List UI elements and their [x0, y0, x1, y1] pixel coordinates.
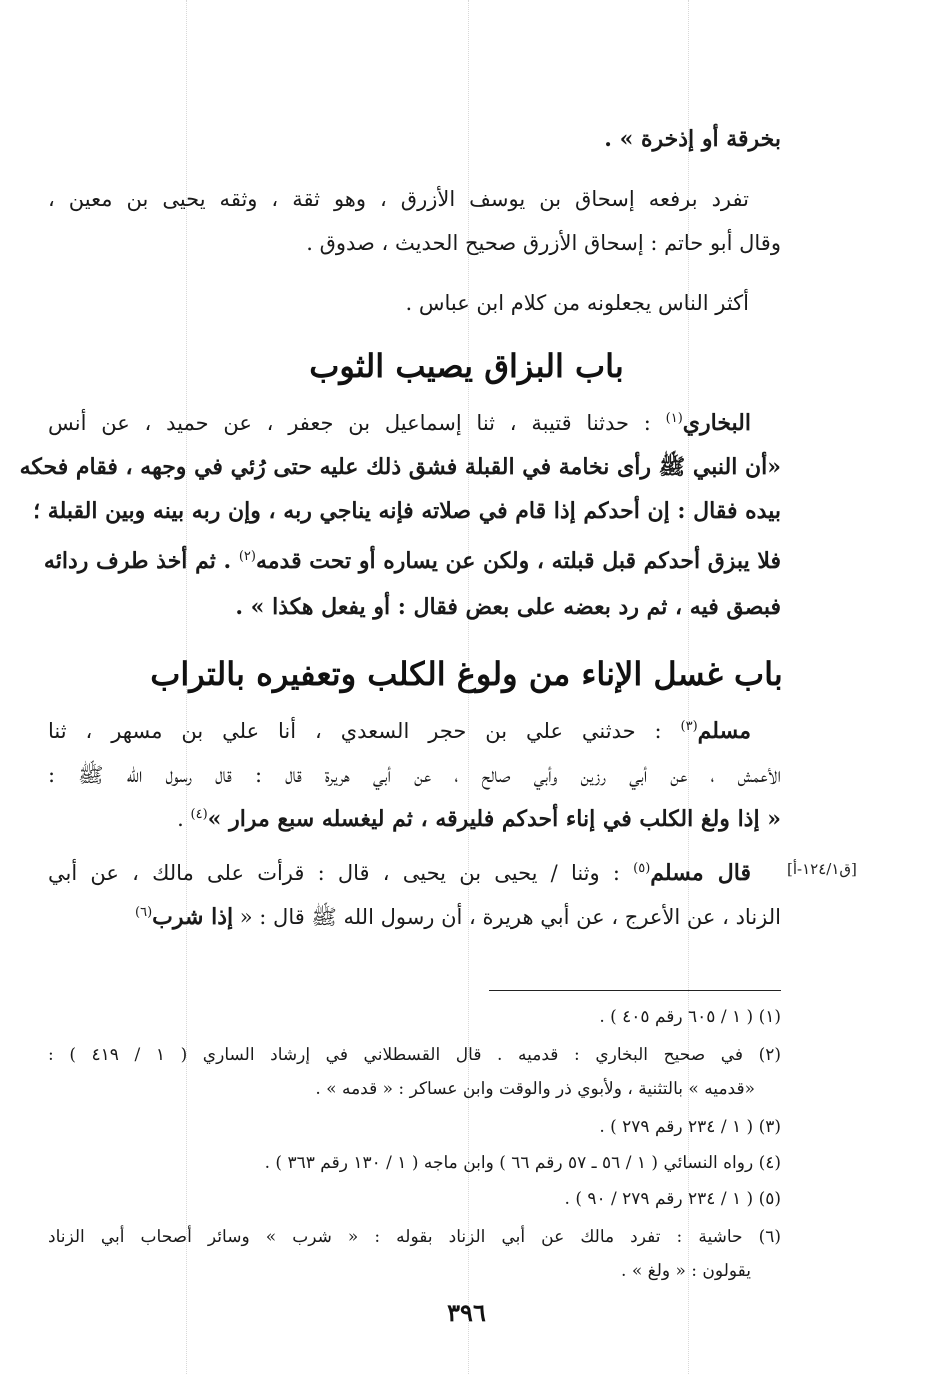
hadith-isnad-line	[48, 408, 751, 438]
hadith-matn-line	[48, 804, 781, 834]
matn-text: . ثم أخذ طرف ردائه	[43, 548, 239, 574]
body-line: بخرقة أو إذخرة » .	[604, 126, 781, 152]
manuscript-folio-ref: [ق١٢٤/١-أ]	[787, 860, 857, 878]
matn-text: فلا يبزق أحدكم قبل قبلته ، ولكن عن يساره أو تحت قدمه	[255, 548, 781, 574]
isnad-text: : وثنا / يحيى بن يحيى ، قال : قرأت على مالك ، عن أبي	[48, 861, 634, 885]
footnote-ref: (٦)	[135, 905, 153, 920]
source-name: مسلم	[697, 718, 751, 744]
hadith-matn-line: فبصق فيه ، ثم رد بعضه على بعض فقال : أو يفعل هكذا » .	[235, 594, 781, 620]
matn-text: إذا شرب	[152, 904, 234, 930]
isnad-text: : حدثنا قتيبة ، ثنا إسماعيل بن جعفر ، عن حميد ، عن أنس	[48, 411, 666, 435]
hadith-matn-line	[43, 546, 781, 576]
chapter-heading: باب غسل الإناء من ولوغ الكلب وتعفيره بالتراب	[150, 655, 783, 693]
hadith-isnad-line	[48, 902, 781, 932]
punctuation: .	[177, 807, 191, 831]
footnote-ref: (٤)	[190, 807, 208, 822]
body-line: أكثر الناس يجعلونه من كلام ابن عباس .	[405, 291, 749, 315]
footnote: (٣) ( ١ / ٢٣٤ رقم ٢٧٩ ) .	[599, 1117, 781, 1137]
footnote-ref: (٢)	[238, 549, 256, 564]
footnote-ref: (٣)	[680, 719, 698, 734]
isnad-text: : حدثني علي بن حجر السعدي ، أنا علي بن مسهر ، ثنا	[48, 719, 681, 743]
hadith-isnad-line	[48, 716, 751, 746]
hadith-matn-line: «أن النبي ﷺ رأى نخامة في القبلة فشق ذلك عليه حتى رُئي في وجهه ، فقام فحكه	[19, 454, 781, 480]
footnote: (٥) ( ١ / ٢٣٤ رقم ٢٧٩ / ٩٠ ) .	[564, 1189, 781, 1209]
hadith-isnad-line: الأعمش ، عن أبي رزين وأبي صالح ، عن أبي هريرة قال : قال رسول الله ﷺ :	[48, 763, 781, 787]
source-name: قال مسلم	[650, 860, 752, 886]
page-number: ٣٩٦	[447, 1298, 486, 1327]
chapter-heading: باب البزاق يصيب الثوب	[309, 347, 624, 385]
footnote: (١) ( ١ / ٦٠٥ رقم ٤٠٥ ) .	[599, 1007, 781, 1027]
footnote: (٢) في صحيح البخاري : قدميه . قال القسطلاني في إرشاد الساري ( ١ / ٤١٩ ) :	[48, 1045, 782, 1065]
footnote: يقولون : « ولغ » .	[621, 1261, 751, 1281]
source-name: البخاري	[682, 410, 751, 436]
isnad-text: الزناد ، عن الأعرج ، عن أبي هريرة ، أن رسول الله ﷺ قال : «	[233, 905, 781, 929]
hadith-matn-line: بيده فقال : إن أحدكم إذا قام في صلاته فإنه يناجي ربه ، وإن ربه بينه وبين القبلة ؛	[33, 498, 781, 524]
body-line: وقال أبو حاتم : إسحاق الأزرق صحيح الحديث ، صدوق .	[306, 231, 781, 255]
footnote-separator	[489, 990, 781, 991]
footnote-ref: (٥)	[633, 861, 651, 876]
footnote: «قدميه » بالتثنية ، ولأبوي ذر والوقت وابن عساكر : « قدمه » .	[315, 1079, 755, 1099]
footnote-ref: (١)	[665, 411, 683, 426]
footnote: (٦) حاشية : تفرد مالك عن أبي الزناد بقوله : « شرب » وسائر أصحاب أبي الزناد	[48, 1227, 781, 1247]
body-line: تفرد برفعه إسحاق بن يوسف الأزرق ، وهو ثقة ، وثقه يحيى بن معين ،	[48, 187, 749, 211]
footnote: (٤) رواه النسائي ( ١ / ٥٦ ـ ٥٧ رقم ٦٦ ) وابن ماجه ( ١ / ١٣٠ رقم ٣٦٣ ) .	[264, 1153, 781, 1173]
matn-text: « إذا ولغ الكلب في إناء أحدكم فليرقه ، ثم ليغسله سبع مرار »	[207, 806, 781, 832]
hadith-isnad-line	[48, 858, 751, 888]
